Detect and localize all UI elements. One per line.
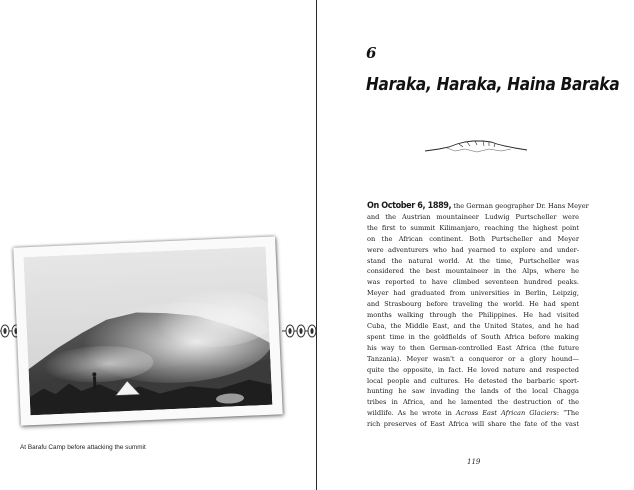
- body-line-1: On October 6, 1889, the German geographer Dr. Hans Meyer: [367, 201, 589, 211]
- barafu-camp-photo: [24, 247, 273, 415]
- book-title-reference: Across East African Glaciers: [455, 409, 557, 418]
- chapter-title: Haraka, Haraka, Haina Baraka: [366, 74, 620, 95]
- body-line: the first to summit Kilimanjaro, reaching the highest point: [367, 223, 579, 232]
- body-line: Meyer had graduated from universities in Berlin, Leipzig,: [367, 289, 579, 298]
- photo-caption: At Barafu Camp before attacking the summit: [20, 444, 146, 451]
- left-page: [0, 0, 316, 490]
- body-line: wildlife. As he wrote in Across East African Glaciers: “The: [367, 409, 579, 418]
- body-line: considered the best mountaineer in the Alps, where he: [367, 267, 579, 276]
- photo-frame: [13, 236, 283, 425]
- body-line: were adventurers who had yearned to explore and under-: [367, 245, 579, 254]
- chapter-number: 6: [366, 44, 377, 62]
- body-line: hunting he saw invading the lands of the local Chagga: [367, 387, 579, 396]
- body-line: quite the opposite, in fact. He loved nature and respected: [367, 365, 579, 374]
- body-line: and Strasbourg before traveling the world. He had spent: [367, 300, 579, 309]
- body-line: Cuba, the Middle East, and the United States, and he had: [367, 321, 579, 330]
- bead-chain-ornament-right: [282, 322, 316, 340]
- body-line: his way to then German-controlled East Africa (the future: [367, 343, 579, 352]
- body-line: on the African continent. Both Purtscheller and Meyer: [367, 234, 579, 243]
- body-line: rich preserves of East Africa will share the fate of the vast: [367, 420, 579, 429]
- kilimanjaro-mountain-icon: [425, 137, 527, 155]
- body-line: spent time in the goldfields of South Africa before making: [367, 332, 579, 341]
- body-line: local people and cultures. He detested the barbaric sport-: [367, 376, 579, 385]
- chapter-body-text: [367, 201, 589, 430]
- chapter-dateline: On October 6, 1889,: [367, 201, 452, 211]
- body-line: and the Austrian mountaineer Ludwig Purtscheller were: [367, 212, 579, 221]
- body-line: tribes in Africa, and he lamented the destruction of the: [367, 398, 579, 407]
- body-line: Tanzania). Meyer wasn't a conqueror or a glory hound—: [367, 354, 579, 363]
- body-line: months walking through the Philippines. He had visited: [367, 311, 579, 320]
- right-page: [317, 0, 634, 490]
- body-line: was reported to have climbed seventeen hundred peaks.: [367, 278, 579, 287]
- page-number: 119: [467, 458, 481, 466]
- body-line: stand the natural world. At the time, Purtscheller was: [367, 256, 579, 265]
